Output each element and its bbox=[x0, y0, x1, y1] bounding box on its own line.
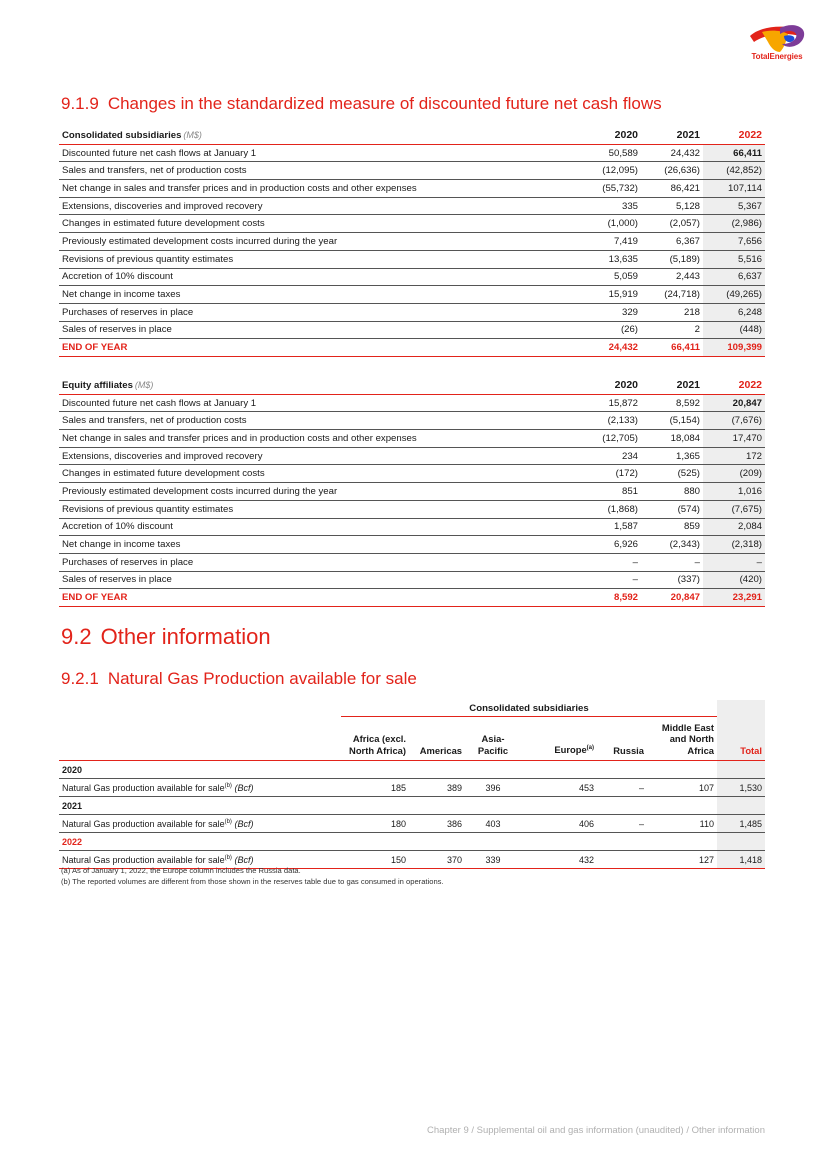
value-2020: 15,919 bbox=[579, 286, 641, 304]
value-russia bbox=[597, 851, 647, 869]
value-2020: 50,589 bbox=[579, 144, 641, 162]
value-2020: 5,059 bbox=[579, 268, 641, 286]
row-label: Accretion of 10% discount bbox=[59, 518, 579, 536]
value-2020: 24,432 bbox=[579, 339, 641, 357]
table-row bbox=[59, 518, 765, 536]
year-row bbox=[59, 797, 765, 815]
value-2020: (1,868) bbox=[579, 500, 641, 518]
row-label: Natural Gas production available for sale$^{(b)}$ (Bcf) bbox=[59, 815, 341, 833]
value-2021: (2,057) bbox=[641, 215, 703, 233]
value-asia: 396 bbox=[465, 779, 521, 797]
value-2020: (26) bbox=[579, 321, 641, 339]
row-label: Sales of reserves in place bbox=[59, 321, 579, 339]
table-row bbox=[59, 162, 765, 180]
year-label: 2022 bbox=[59, 833, 341, 851]
table-label: Consolidated subsidiaries (M$) bbox=[59, 127, 579, 144]
table-row bbox=[59, 412, 765, 430]
year-header: 2020 bbox=[579, 377, 641, 394]
value-2022: 107,114 bbox=[703, 180, 765, 198]
value-2021: 66,411 bbox=[641, 339, 703, 357]
value-2022: (7,675) bbox=[703, 500, 765, 518]
value-me: 110 bbox=[647, 815, 717, 833]
table-row bbox=[59, 571, 765, 589]
value-2021: 86,421 bbox=[641, 180, 703, 198]
row-label: Net change in sales and transfer prices and in production costs and other expenses bbox=[59, 180, 579, 198]
value-europe: 406 bbox=[521, 815, 597, 833]
row-label: Net change in income taxes bbox=[59, 286, 579, 304]
value-2022: (209) bbox=[703, 465, 765, 483]
value-2020: 234 bbox=[579, 447, 641, 465]
value-2020: (1,000) bbox=[579, 215, 641, 233]
year-header: 2021 bbox=[641, 127, 703, 144]
table-row bbox=[59, 215, 765, 233]
value-2022: 7,656 bbox=[703, 233, 765, 251]
value-americas: 389 bbox=[409, 779, 465, 797]
value-total: 1,418 bbox=[717, 851, 765, 869]
table-row bbox=[59, 286, 765, 304]
table-row bbox=[59, 197, 765, 215]
consolidated-cashflow-table bbox=[59, 127, 765, 357]
value-2021: (337) bbox=[641, 571, 703, 589]
value-2021: (525) bbox=[641, 465, 703, 483]
group-header: Consolidated subsidiaries bbox=[341, 700, 717, 717]
value-2021: (574) bbox=[641, 500, 703, 518]
table-row bbox=[59, 465, 765, 483]
value-2020: 329 bbox=[579, 303, 641, 321]
row-label: Net change in sales and transfer prices and in production costs and other expenses bbox=[59, 430, 579, 448]
value-russia: – bbox=[597, 779, 647, 797]
table-row bbox=[59, 536, 765, 554]
table-row bbox=[59, 483, 765, 501]
row-label: Extensions, discoveries and improved recovery bbox=[59, 447, 579, 465]
value-2021: (24,718) bbox=[641, 286, 703, 304]
value-2020: (55,732) bbox=[579, 180, 641, 198]
column-header: Russia bbox=[597, 717, 647, 761]
year-label: 2020 bbox=[59, 761, 341, 779]
value-2021: 880 bbox=[641, 483, 703, 501]
value-americas: 386 bbox=[409, 815, 465, 833]
value-africa: 150 bbox=[341, 851, 409, 869]
value-2022: 17,470 bbox=[703, 430, 765, 448]
section-title: Natural Gas Production available for sale bbox=[107, 669, 417, 688]
footnote-a: (a) As of January 1, 2022, the Europe column includes the Russia data. bbox=[61, 866, 301, 875]
row-label: Previously estimated development costs incurred during the year bbox=[59, 233, 579, 251]
year-header: 2022 bbox=[703, 377, 765, 394]
value-total: 1,530 bbox=[717, 779, 765, 797]
value-2022: (7,676) bbox=[703, 412, 765, 430]
value-me: 107 bbox=[647, 779, 717, 797]
row-label: Purchases of reserves in place bbox=[59, 303, 579, 321]
value-2020: (172) bbox=[579, 465, 641, 483]
value-2021: – bbox=[641, 553, 703, 571]
value-2022: (2,318) bbox=[703, 536, 765, 554]
value-2020: (12,095) bbox=[579, 162, 641, 180]
value-2021: 8,592 bbox=[641, 394, 703, 412]
value-asia: 339 bbox=[465, 851, 521, 869]
column-header: Asia- Pacific bbox=[465, 717, 521, 761]
column-header: Total bbox=[717, 717, 765, 761]
page-footer: Chapter 9 / Supplemental oil and gas information (unaudited) / Other information bbox=[427, 1125, 765, 1136]
end-of-year-row bbox=[59, 339, 765, 357]
value-2020: 8,592 bbox=[579, 589, 641, 607]
value-americas: 370 bbox=[409, 851, 465, 869]
table-row bbox=[59, 553, 765, 571]
table-row bbox=[59, 233, 765, 251]
table-row bbox=[59, 815, 765, 833]
year-label: 2021 bbox=[59, 797, 341, 815]
value-2021: 1,365 bbox=[641, 447, 703, 465]
value-me: 127 bbox=[647, 851, 717, 869]
row-label: Natural Gas production available for sale$^{(b)}$ (Bcf) bbox=[59, 851, 341, 869]
row-label: Revisions of previous quantity estimates bbox=[59, 500, 579, 518]
table-row bbox=[59, 303, 765, 321]
value-2021: 5,128 bbox=[641, 197, 703, 215]
year-header: 2021 bbox=[641, 377, 703, 394]
row-label: Extensions, discoveries and improved recovery bbox=[59, 197, 579, 215]
value-2022: 109,399 bbox=[703, 339, 765, 357]
row-label: Revisions of previous quantity estimates bbox=[59, 250, 579, 268]
value-2022: 20,847 bbox=[703, 394, 765, 412]
column-header: Africa (excl. North Africa) bbox=[341, 717, 409, 761]
value-2020: (12,705) bbox=[579, 430, 641, 448]
value-2022: (448) bbox=[703, 321, 765, 339]
section-number: 9.2 bbox=[61, 624, 92, 649]
row-label: Changes in estimated future development costs bbox=[59, 215, 579, 233]
table-row bbox=[59, 144, 765, 162]
row-label: Accretion of 10% discount bbox=[59, 268, 579, 286]
year-row bbox=[59, 833, 765, 851]
table-row bbox=[59, 500, 765, 518]
row-label: Natural Gas production available for sale$^{(b)}$ (Bcf) bbox=[59, 779, 341, 797]
value-europe: 432 bbox=[521, 851, 597, 869]
table-row bbox=[59, 250, 765, 268]
value-2021: (5,189) bbox=[641, 250, 703, 268]
value-2020: – bbox=[579, 553, 641, 571]
value-2021: 24,432 bbox=[641, 144, 703, 162]
value-2020: 851 bbox=[579, 483, 641, 501]
year-header: 2020 bbox=[579, 127, 641, 144]
table-row bbox=[59, 268, 765, 286]
value-2021: 218 bbox=[641, 303, 703, 321]
value-2021: 20,847 bbox=[641, 589, 703, 607]
table-row bbox=[59, 430, 765, 448]
value-africa: 180 bbox=[341, 815, 409, 833]
value-2022: 2,084 bbox=[703, 518, 765, 536]
row-label: END OF YEAR bbox=[59, 339, 579, 357]
column-header: Europe$^{(a)}$ bbox=[521, 717, 597, 761]
value-2020: 1,587 bbox=[579, 518, 641, 536]
section-92-heading bbox=[61, 624, 271, 650]
year-header: 2022 bbox=[703, 127, 765, 144]
footnote-b: (b) The reported volumes are different from those shown in the reserves table due to gas consumed in operations. bbox=[61, 876, 444, 886]
brand-name: TotalEnergies bbox=[751, 52, 803, 61]
value-total: 1,485 bbox=[717, 815, 765, 833]
value-2021: 6,367 bbox=[641, 233, 703, 251]
row-label: Sales and transfers, net of production costs bbox=[59, 412, 579, 430]
section-number: 9.2.1 bbox=[61, 669, 99, 688]
row-label: Changes in estimated future development costs bbox=[59, 465, 579, 483]
value-2021: (2,343) bbox=[641, 536, 703, 554]
equity-cashflow-table bbox=[59, 377, 765, 607]
natural-gas-table bbox=[59, 700, 765, 869]
value-2020: 7,419 bbox=[579, 233, 641, 251]
value-2021: (5,154) bbox=[641, 412, 703, 430]
table-row bbox=[59, 447, 765, 465]
value-2022: 6,248 bbox=[703, 303, 765, 321]
row-label: Net change in income taxes bbox=[59, 536, 579, 554]
value-2022: 172 bbox=[703, 447, 765, 465]
value-2022: 1,016 bbox=[703, 483, 765, 501]
row-label: Previously estimated development costs incurred during the year bbox=[59, 483, 579, 501]
column-header: Americas bbox=[409, 717, 465, 761]
value-2020: 6,926 bbox=[579, 536, 641, 554]
value-2022: (420) bbox=[703, 571, 765, 589]
table-row bbox=[59, 180, 765, 198]
value-2021: (26,636) bbox=[641, 162, 703, 180]
table-row bbox=[59, 779, 765, 797]
value-europe: 453 bbox=[521, 779, 597, 797]
footnotes bbox=[61, 866, 444, 887]
row-label: Sales of reserves in place bbox=[59, 571, 579, 589]
value-2020: 15,872 bbox=[579, 394, 641, 412]
row-label: Purchases of reserves in place bbox=[59, 553, 579, 571]
table-row bbox=[59, 321, 765, 339]
end-of-year-row bbox=[59, 589, 765, 607]
row-label: Discounted future net cash flows at January 1 bbox=[59, 144, 579, 162]
section-title: Other information bbox=[100, 624, 271, 649]
section-title: Changes in the standardized measure of discounted future net cash flows bbox=[107, 94, 662, 113]
value-2022: 5,367 bbox=[703, 197, 765, 215]
value-asia: 403 bbox=[465, 815, 521, 833]
year-row bbox=[59, 761, 765, 779]
value-2022: 66,411 bbox=[703, 144, 765, 162]
value-2022: (42,852) bbox=[703, 162, 765, 180]
value-2021: 2,443 bbox=[641, 268, 703, 286]
section-921-heading bbox=[61, 669, 417, 689]
value-africa: 185 bbox=[341, 779, 409, 797]
section-number: 9.1.9 bbox=[61, 94, 99, 113]
row-label: Sales and transfers, net of production costs bbox=[59, 162, 579, 180]
value-2022: (49,265) bbox=[703, 286, 765, 304]
value-2022: 5,516 bbox=[703, 250, 765, 268]
value-2020: 13,635 bbox=[579, 250, 641, 268]
value-2021: 2 bbox=[641, 321, 703, 339]
table-row bbox=[59, 394, 765, 412]
value-2022: (2,986) bbox=[703, 215, 765, 233]
table-label: Equity affiliates (M$) bbox=[59, 377, 579, 394]
value-2022: 6,637 bbox=[703, 268, 765, 286]
value-2020: 335 bbox=[579, 197, 641, 215]
row-label: Discounted future net cash flows at January 1 bbox=[59, 394, 579, 412]
value-2020: – bbox=[579, 571, 641, 589]
value-2020: (2,133) bbox=[579, 412, 641, 430]
value-2022: – bbox=[703, 553, 765, 571]
value-2021: 18,084 bbox=[641, 430, 703, 448]
value-2021: 859 bbox=[641, 518, 703, 536]
value-2022: 23,291 bbox=[703, 589, 765, 607]
section-919-heading bbox=[61, 94, 662, 114]
row-label: END OF YEAR bbox=[59, 589, 579, 607]
value-russia: – bbox=[597, 815, 647, 833]
column-header: Middle East and North Africa bbox=[647, 717, 717, 761]
